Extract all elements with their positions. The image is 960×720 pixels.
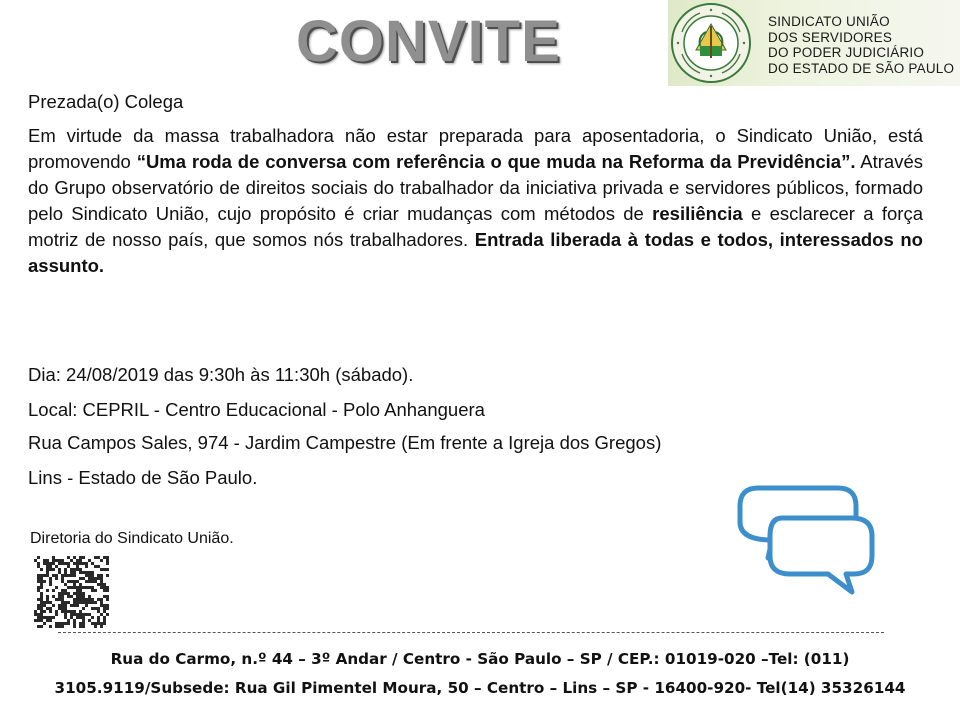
signature: Diretoria do Sindicato União.	[30, 530, 234, 547]
event-title: “Uma roda de conversa com referência o que muda na Reforma da Previdência”.	[136, 151, 856, 172]
footer-address-line-2: 3105.9119/Subsede: Rua Gil Pimentel Moura, 50 – Centro – Lins – SP - 16400-920- Tel(14) 35326144	[54, 679, 906, 697]
page-title: CONVITE	[296, 9, 561, 74]
event-date: Dia: 24/08/2019 das 9:30h às 11:30h (sábado).	[28, 364, 414, 385]
entry-notice: Entrada liberada à todas e todos, interessados no assunto.	[28, 229, 923, 276]
paragraph-text: e esclarecer a força motriz de nosso país, que somos nós trabalhadores.	[28, 203, 923, 250]
greeting: Prezada(o) Colega	[28, 91, 184, 112]
chat-bubbles-icon	[720, 478, 882, 598]
invitation-paragraph	[28, 123, 923, 279]
emphasis-resilience: resiliência	[652, 203, 743, 224]
qr-code-icon	[34, 556, 109, 628]
union-seal-icon	[670, 2, 752, 84]
footer-divider	[58, 632, 884, 633]
event-location: Local: CEPRIL - Centro Educacional - Polo Anhanguera	[28, 399, 485, 420]
event-address: Rua Campos Sales, 974 - Jardim Campestre (Em frente a Igreja dos Gregos)	[28, 432, 662, 453]
paragraph-text: Através do Grupo observatório de direitos sociais do trabalhador da iniciativa privada e servidores públicos, formado pelo Sindicato União, cujo propósito é criar mudanças com métodos de	[28, 151, 923, 224]
union-name-line: DOS SERVIDORES	[768, 29, 893, 45]
union-logo	[668, 0, 960, 86]
footer-address-line-1: Rua do Carmo, n.º 44 – 3º Andar / Centro - São Paulo – SP / CEP.: 01019-020 –Tel: (011)	[110, 650, 850, 668]
union-name-line: SINDICATO UNIÃO	[768, 14, 890, 29]
paragraph-text: Em virtude da massa trabalhadora não estar preparada para aposentadoria, o Sindicato União, está promovendo	[28, 125, 923, 172]
union-name-line: DO PODER JUDICIÁRIO	[768, 45, 925, 60]
event-city: Lins - Estado de São Paulo.	[28, 467, 258, 488]
union-name	[768, 14, 954, 76]
union-name-line: DO ESTADO DE SÃO PAULO	[768, 60, 955, 76]
